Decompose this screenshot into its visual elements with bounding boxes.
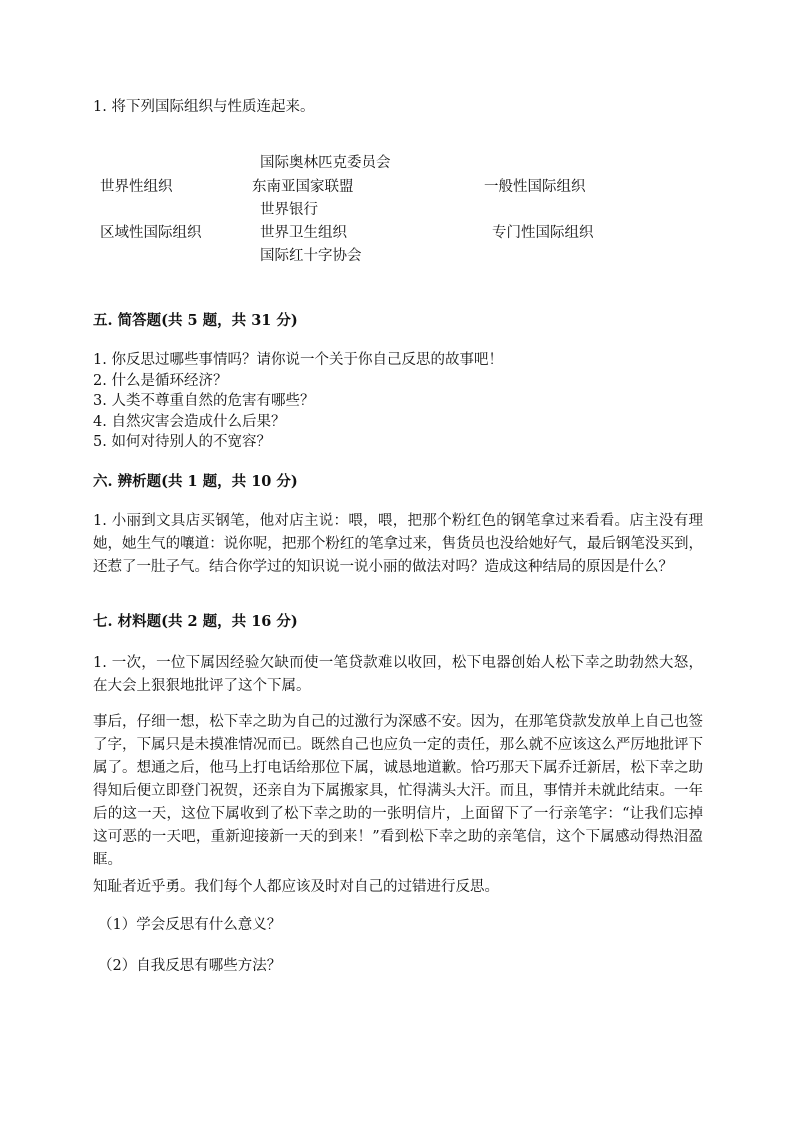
- section7-subquestion-2: （2）自我反思有哪些方法？: [98, 958, 282, 974]
- section7-paragraph-3: 知耻者近乎勇。我们每个人都应该及时对自己的过错进行反思。: [93, 879, 499, 895]
- section6-question: 1. 小丽到文具店买钢笔，他对店主说：喂，喂，把那个粉红色的钢笔拿过来看看。店主没有理她，她生气的嚷道：说你呢，把那个粉红的笔拿过来，售货员也没给她好气，最后钢笔没买到，还惹了一肚子气。结合你学过的知识说一说小丽的做法对吗？造成这种结局的原因是什么？: [93, 513, 703, 575]
- list-item: 4. 自然灾害会造成什么后果？: [93, 413, 286, 430]
- category-global: 世界性组织: [100, 179, 173, 195]
- section7-paragraph-2: 事后，仔细一想，松下幸之助为自己的过激行为深感不安。因为，在那笔贷款发放单上自己也签了字，下属只是未摸准情况而已。既然自己也应负一定的责任，那么就不应该这么严厉地批评下属了。想通之后，他马上打电话给那位下属，诚恳地道歉。恰巧那天下属乔迁新居，松下幸之助得知后便立即登门祝贺，还亲自为下属搬家具，忙得满头大汗。而且，事情并未就此结束。一年后的这一天，这位下属收到了松下幸之助的一张明信片，上面留下了一行亲笔字：“让我们忘掉这可恶的一天吧，重新迎接新一天的到来！”看到松下幸之助的亲笔信，这个下属感动得热泪盈眶。: [93, 714, 703, 868]
- matching-prompt: 1. 将下列国际组织与性质连起来。: [93, 99, 315, 115]
- list-item: 5. 如何对待别人的不宽容？: [93, 434, 271, 450]
- section7-subquestion-1: （1）学会反思有什么意义？: [98, 917, 282, 933]
- section5-heading: 五. 简答题(共 5 题，共 31 分): [93, 312, 298, 329]
- org-world-bank: 世界银行: [260, 202, 318, 218]
- category-general: 一般性国际组织: [484, 179, 586, 195]
- list-item: 2. 什么是循环经济？: [93, 372, 228, 389]
- category-regional: 区域性国际组织: [100, 225, 202, 241]
- section6-heading: 六. 辨析题(共 1 题，共 10 分): [93, 473, 298, 490]
- org-red-cross: 国际红十字协会: [260, 248, 362, 264]
- org-asean: 东南亚国家联盟: [252, 179, 354, 195]
- section5-list: [93, 350, 503, 453]
- list-item: 1. 你反思过哪些事情吗？请你说一个关于你自己反思的故事吧！: [93, 352, 503, 368]
- org-who: 世界卫生组织: [260, 225, 347, 241]
- org-ioc: 国际奥林匹克委员会: [260, 155, 391, 171]
- category-specialized: 专门性国际组织: [492, 225, 594, 241]
- list-item: 3. 人类不尊重自然的危害有哪些？: [93, 393, 315, 409]
- section7-heading: 七. 材料题(共 2 题，共 16 分): [93, 613, 298, 630]
- section7-paragraph-1: 1. 一次，一位下属因经验欠缺而使一笔贷款难以收回，松下电器创始人松下幸之助勃然大怒，在大会上狠狠地批评了这个下属。: [93, 655, 703, 694]
